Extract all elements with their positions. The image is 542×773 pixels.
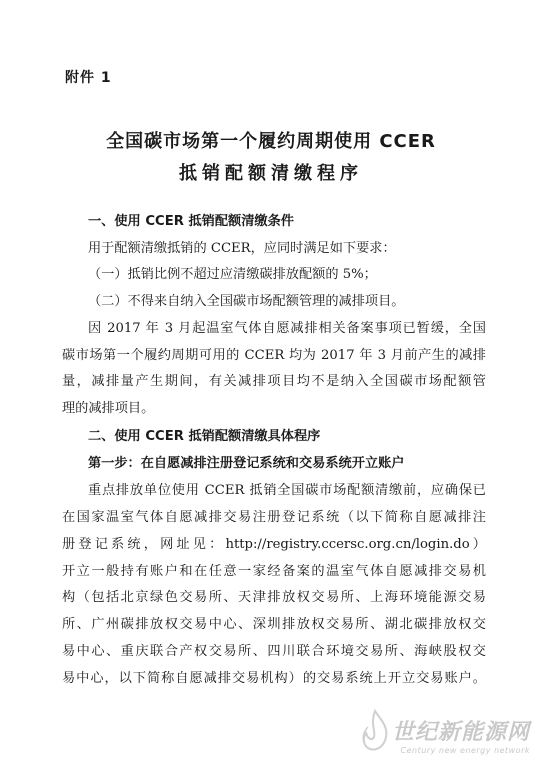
- section-2-para-line: 易中心、重庆联合产权交易所、四川联合环境交易所、海峡股权交: [62, 644, 486, 659]
- section-1-para-line: 因 2017 年 3 月起温室气体自愿减排相关备案事项已暂缓，全国: [88, 321, 486, 336]
- section-2-para-line: 开立一般持有账户和在任意一家经备案的温室气体自愿减排交易机: [62, 564, 486, 579]
- section-1-item-1: （一）抵销比例不超过应清缴碳排放配额的 5%；: [88, 267, 377, 282]
- document-title-line-2: 抵销配额清缴程序: [179, 163, 363, 184]
- section-2-para-line: 易中心，以下简称自愿减排交易机构）的交易系统上开立交易账户。: [62, 671, 486, 686]
- watermark-title: 世纪新能源网: [391, 720, 530, 745]
- document-title-line-1: 全国碳市场第一个履约周期使用 CCER: [106, 131, 436, 152]
- section-1-intro: 用于配额清缴抵销的 CCER，应同时满足如下要求：: [88, 241, 396, 256]
- step-1-heading: 第一步：在自愿减排注册登记系统和交易系统开立账户: [88, 456, 405, 471]
- section-2-para-line: 册登记系统，网址见：http://registry.ccersc.org.cn/login.do）: [62, 537, 486, 552]
- section-2-para-line: 在国家温室气体自愿减排交易注册登记系统（以下简称自愿减排注: [62, 510, 486, 525]
- watermark: [392, 715, 530, 755]
- section-2-para-line: 所、广州碳排放权交易中心、深圳排放权交易所、湖北碳排放权交: [62, 617, 486, 632]
- section-1-item-2: （二）不得来自纳入全国碳市场配额管理的减排项目。: [88, 294, 405, 309]
- section-1-heading: 一、使用 CCER 抵销配额清缴条件: [88, 214, 294, 229]
- section-1-para-line: 理的减排项目。: [62, 401, 155, 416]
- section-2-heading: 二、使用 CCER 抵销配额清缴具体程序: [88, 429, 321, 444]
- section-2-para-line: 重点排放单位使用 CCER 抵销全国碳市场配额清缴前，应确保已: [88, 483, 486, 498]
- section-2-para-line: 构（包括北京绿色交易所、天津排放权交易所、上海环境能源交易: [62, 590, 486, 605]
- section-1-para-line: 碳市场第一个履约周期可用的 CCER 均为 2017 年 3 月前产生的减排: [62, 348, 486, 363]
- watermark-flame-icon: [358, 709, 392, 753]
- attachment-label: 附件 1: [65, 70, 112, 86]
- section-1-para-line: 量，减排量产生期间，有关减排项目均不是纳入全国碳市场配额管: [62, 374, 486, 389]
- watermark-subtitle: Century new energy network: [400, 746, 530, 755]
